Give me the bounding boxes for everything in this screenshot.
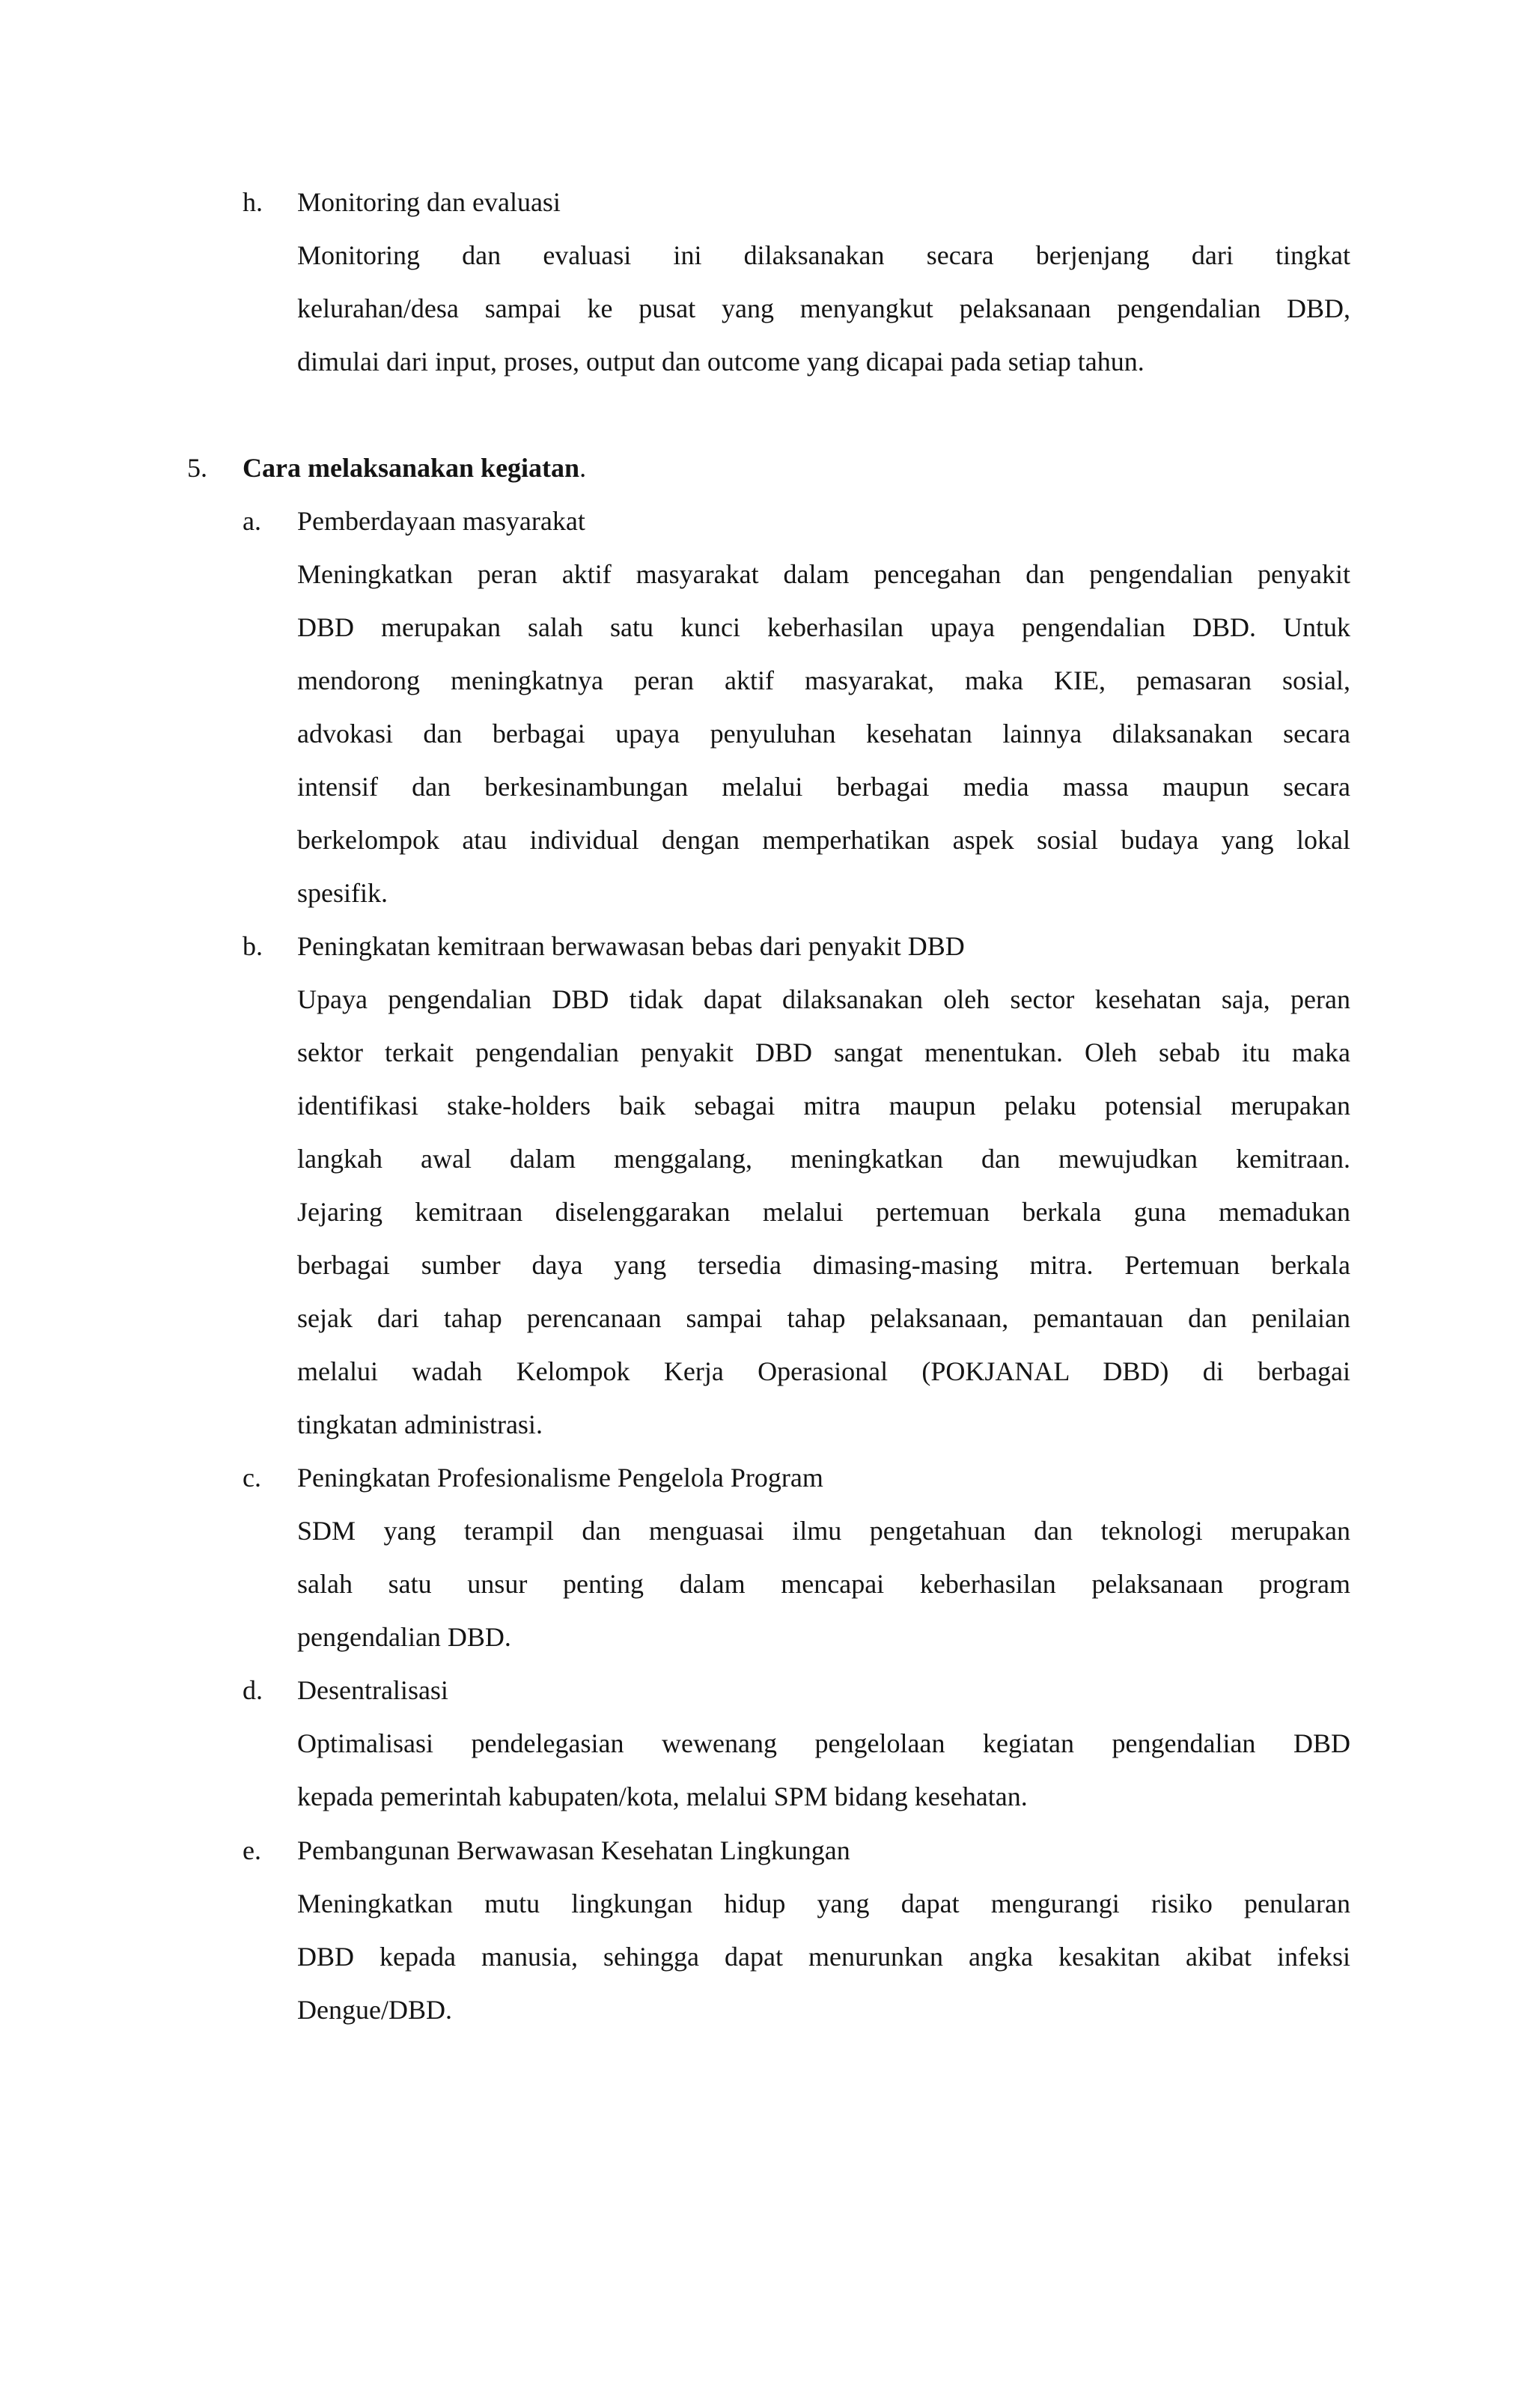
item-a-title: Pemberdayaan masyarakat (297, 506, 585, 536)
item-a-line-3: mendorong meningkatnya peran aktif masyarakat, maka KIE, pemasaran sosial, (297, 665, 1350, 695)
list-marker-d: d. (243, 1675, 263, 1705)
list-marker-5: 5. (187, 453, 207, 483)
item-b-line-2: sektor terkait pengendalian penyakit DBD sangat menentukan. Oleh sebab itu maka (297, 1037, 1350, 1067)
section-h-line-2: kelurahan/desa sampai ke pusat yang menyangkut pelaksanaan pengendalian DBD, (297, 293, 1350, 323)
section-h-line-1: Monitoring dan evaluasi ini dilaksanakan secara berjenjang dari tingkat (297, 240, 1350, 270)
item-e-line-1: Meningkatkan mutu lingkungan hidup yang dapat mengurangi risiko penularan (297, 1889, 1350, 1918)
list-marker-e: e. (243, 1835, 261, 1865)
list-marker-b: b. (243, 931, 263, 961)
item-b-line-7: sejak dari tahap perencanaan sampai tahap pelaksanaan, pemantauan dan penilaian (297, 1303, 1350, 1333)
item-a-line-6: berkelompok atau individual dengan memperhatikan aspek sosial budaya yang lokal (297, 825, 1350, 855)
item-b-line-5: Jejaring kemitraan diselenggarakan melalui pertemuan berkala guna memadukan (297, 1197, 1350, 1227)
item-d-line-1: Optimalisasi pendelegasian wewenang pengelolaan kegiatan pengendalian DBD (297, 1728, 1350, 1758)
item-b-line-3: identifikasi stake-holders baik sebagai mitra maupun pelaku potensial merupakan (297, 1091, 1350, 1121)
item-d-title: Desentralisasi (297, 1675, 448, 1705)
section-5-title: Cara melaksanakan kegiatan (243, 453, 580, 483)
item-e-line-3: Dengue/DBD. (297, 1995, 452, 2025)
item-a-line-1: Meningkatkan peran aktif masyarakat dalam pencegahan dan pengendalian penyakit (297, 559, 1350, 589)
item-b-title: Peningkatan kemitraan berwawasan bebas dari penyakit DBD (297, 931, 965, 961)
item-b-line-6: berbagai sumber daya yang tersedia dimasing-masing mitra. Pertemuan berkala (297, 1250, 1350, 1280)
item-a-line-2: DBD merupakan salah satu kunci keberhasilan upaya pengendalian DBD. Untuk (297, 612, 1350, 642)
item-a-line-4: advokasi dan berbagai upaya penyuluhan kesehatan lainnya dilaksanakan secara (297, 719, 1350, 749)
item-c-line-3: pengendalian DBD. (297, 1622, 511, 1652)
item-e-title: Pembangunan Berwawasan Kesehatan Lingkungan (297, 1835, 850, 1865)
list-marker-h: h. (243, 187, 263, 217)
list-marker-c: c. (243, 1463, 261, 1493)
section-h-line-3: dimulai dari input, proses, output dan outcome yang dicapai pada setiap tahun. (297, 347, 1145, 377)
item-a-line-7: spesifik. (297, 878, 388, 908)
item-c-line-2: salah satu unsur penting dalam mencapai keberhasilan pelaksanaan program (297, 1569, 1350, 1599)
section-5-title-suffix: . (579, 453, 587, 483)
item-c-line-1: SDM yang terampil dan menguasai ilmu pengetahuan dan teknologi merupakan (297, 1516, 1350, 1546)
item-d-line-2: kepada pemerintah kabupaten/kota, melalui SPM bidang kesehatan. (297, 1781, 1028, 1811)
section-h-title: Monitoring dan evaluasi (297, 187, 561, 217)
item-c-title: Peningkatan Profesionalisme Pengelola Program (297, 1463, 823, 1493)
item-b-line-8: melalui wadah Kelompok Kerja Operasional (POKJANAL DBD) di berbagai (297, 1356, 1350, 1386)
item-a-line-5: intensif dan berkesinambungan melalui berbagai media massa maupun secara (297, 772, 1350, 802)
item-b-line-1: Upaya pengendalian DBD tidak dapat dilaksanakan oleh sector kesehatan saja, peran (297, 984, 1350, 1014)
section-5-heading (243, 454, 586, 481)
list-marker-a: a. (243, 506, 261, 536)
item-e-line-2: DBD kepada manusia, sehingga dapat menurunkan angka kesakitan akibat infeksi (297, 1942, 1350, 1972)
item-b-line-4: langkah awal dalam menggalang, meningkatkan dan mewujudkan kemitraan. (297, 1144, 1350, 1174)
item-b-line-9: tingkatan administrasi. (297, 1409, 543, 1439)
